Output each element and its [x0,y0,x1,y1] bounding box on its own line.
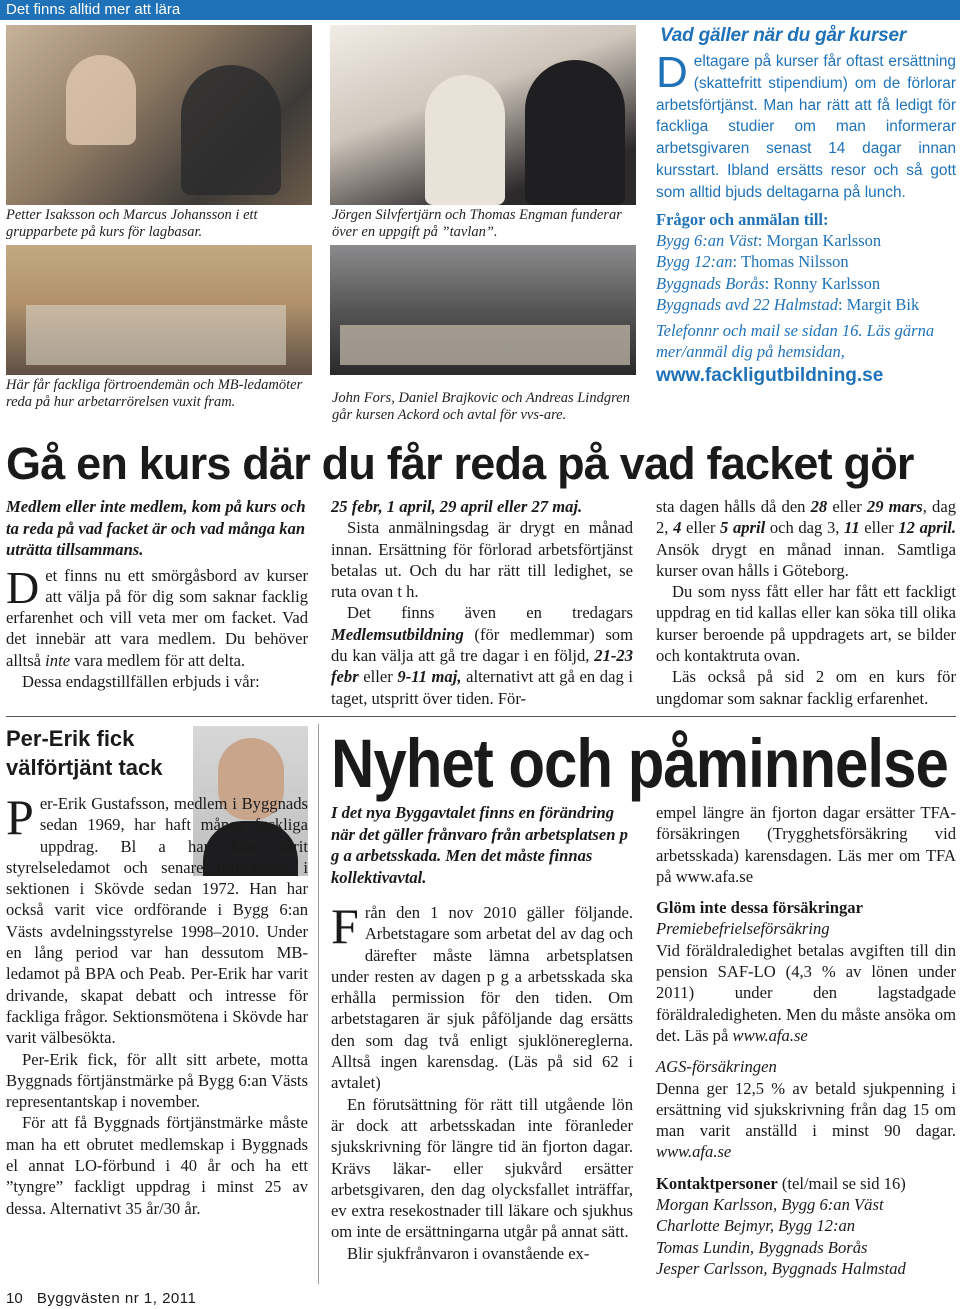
photo-caption: John Fors, Daniel Brajkovic och Andreas Lindgren går kursen Ackord och avtal för vvs-are. [332,390,630,423]
contact-line: Bygg 6:an Väst: Morgan Karlsson [656,230,882,250]
contact-line: Bygg 12:an: Thomas Nilsson [656,252,849,272]
main-headline: Gå en kurs där du får reda på vad facket gör [6,438,914,489]
nyhet-headline: Nyhet och påminnelse [331,724,948,802]
column-divider [318,724,319,1284]
website-link[interactable]: www.fackligutbildning.se [656,364,884,386]
nyhet-col-2 [656,802,956,1279]
photo-caption: Här får fackliga förtroendemän och MB-ledamöter reda på hur arbetarrörelsen vuxit fram. [6,377,303,410]
photo-board-discussion [330,25,636,205]
info-contacts-title: Frågor och anmälan till: [656,209,829,229]
article-col-1 [6,496,308,692]
page-number: 10 [6,1290,23,1307]
photo-classroom [6,245,312,375]
contact-line: Tomas Lundin, Byggnads Borås [656,1237,868,1257]
nyhet-col-1 [331,802,633,1264]
lead-paragraph: I det nya Byggavtalet finns en förändring när det gäller frånvaro från arbetsplatsen p g a arbetsskada. Men det måste finnas kollektivavtal. [331,803,628,887]
article-col-3 [656,496,956,709]
info-phone-note: Telefonnr och mail se sidan 16. Läs gärna mer/anmäl dig på hemsidan, [656,320,935,362]
footer [6,1290,196,1307]
section-divider [6,716,956,717]
body-text: empel längre än fjorton dagar ersätter TFA-försäkringen (Trygghetsförsäkring vid arbetsskada) karensdagen. Läs mer om TFA på www.afa.se Glöm inte dessa försäkringar Premiebefrielseförsäkring Vid föräldraledighet betalas avgiften till din pension SAF-LO (4,3 % av lönen under 2011) under den lagstadgade föräldraledigheten. Men du måste ansöka om det. Läs på www.afa.se AGS-försäkringen Denna ger 12,5 % av betald sjukpenning i ersättning vid sjukskrivning från dag 15 om man varit anställd i minst 90 dagar. www.afa.se Kontaktpersoner (tel/mail se sid 16) Morgan Karlsson, Bygg 6:an Väst Charlotte Bejmyr, Bygg 12:an Tomas Lundin, Byggnads Borås Jesper Carlsson, Byggnads Halmstad [656,803,956,1278]
body-text: sta dagen hålls då den 28 eller 29 mars, dag 2, 4 eller 5 april och dag 3, 11 eller 12 april. Ansök drygt en månad innan. Samtliga kurser ovan hålls i Göteborg. Du som nyss fått eller har fått ett fackligt uppdrag en tid kallas eller kan söka till olika kurser beroende på uppdragets art, se bilder och kontaktruta ovan. Läs också på sid 2 om en kurs för ungdomar som saknar facklig erfarenhet. [656,497,956,708]
photo-course-participants [330,245,636,375]
photo-caption: Petter Isaksson och Marcus Johansson i ett grupparbete på kurs för lagbasar. [6,207,258,240]
photo-group-work [6,25,312,205]
photo-caption: Jörgen Silvfertjärn och Thomas Engman funderar över en uppgift på ”tavlan”. [332,207,622,240]
section-title: Det finns alltid mer att lära [6,1,181,18]
body-text: 25 febr, 1 april, 29 april eller 27 maj. Sista anmälningsdag är drygt en månad innan. Ersättning för förlorad arbetsförtjänst betalas ut. Och du har rätt till ledighet, se ruta ovan t h. Det finns även en tredagars Medlemsutbildning (för medlemmar) som du kan välja att gå tre dagar i en följd, 21-23 febr eller 9-11 maj, alternativt att gå en dag i taget, utspritt över tiden. För- [331,497,633,708]
section-header-bar [0,0,960,20]
dropcap: P [6,789,34,845]
lead-paragraph: Medlem eller inte medlem, kom på kurs och ta reda på vad facket är och vad många kan uträtta tillsammans. [6,497,306,559]
dropcap: D [6,561,40,613]
body-text: Från den 1 nov 2010 gäller följande. Arbetstagare som arbetat del av dag och därefter måste lämna arbetsplatsen under resten av dagen p g a arbetsskada ska erhålla permission för den tiden. Om arbetstagaren är sjuk påföljande dag ersätts den som dag två enligt sjuklönereglerna. Alltså ingen karensdag. (Läs på sid 62 i avtalet) En förutsättning för rätt till utgående lön är dock att arbetsskadan inte föranleder sjukskrivning för längre tid än fjorton dagar. Krävs läkar- eller sjukvård ersätter arbetsgivaren, den dag olycksfallet inträffar, ev extra resekostnader till läkare och sjukhus om inte de ersättningarna utgår på annat sätt. Blir sjukfrånvaron i ovanstående ex- [331,898,633,1263]
contact-line: Byggnads avd 22 Halmstad: Margit Bik [656,295,920,315]
per-erik-body: Per-Erik Gustafsson, medlem i Byggnads sedan 1969, har haft många fackliga uppdrag. Bl a har han varit styrelseledamot och senare ordförande i sektionen i Skövde sedan 1972. Han har också varit vice ordförande i Bygg 6:an Västs avdelningsstyrelse 1998–2010. Under en lång period var han dessutom MB-ledamot på BPA och Peab. Per-Erik har varit drivande, skapat debatt och intresse för fackliga frågor. Sektionsmötena i Skövde har varit välbesökta. Per-Erik fick, för allt sitt arbete, motta Byggnads förtjänstmärke på Bygg 6:an Västs representantskap i november. För att få Byggnads förtjänstmärke måste man ha ett obrutet medlemskap i Byggnads el annat LO-förbund i 40 år och ha ett ”tyngre” fackligt uppdrag i minst 25 av dessa. Alternativt 35 år/30 år. [6,789,308,1218]
info-contacts-list [656,230,956,316]
contact-line: Morgan Karlsson, Bygg 6:an Väst [656,1195,884,1215]
per-erik-headline: Per-Erik fick välförtjänt tack [6,726,163,780]
info-box-title: Vad gäller när du går kurser [660,25,907,46]
dropcap: D [656,48,688,97]
body-text: Det finns nu ett smörgåsbord av kurser att välja på för dig som saknar facklig erfarenhet och vill veta mer om facket. Vad det innebär att vara medlem. Du behöver alltså inte vara medlem för att delta. Dessa endagstillfällen erbjuds i vår: [6,561,308,691]
contact-line: Charlotte Bejmyr, Bygg 12:an [656,1216,856,1236]
contact-line: Byggnads Borås: Ronny Karlsson [656,273,881,293]
info-box-courses [656,25,956,387]
contact-line: Jesper Carlsson, Byggnads Halmstad [656,1258,906,1278]
info-box-body: Deltagare på kurser får oftast ersättning (skattefritt stipendium) om de förlorar arbetsförtjänst. Man har rätt att få ledigt för fackliga studier om man informerar arbetsgivaren senast 14 dagar innan kursstart. Ibland ersätts resor och så gott som alltid bjuds deltagarna på lunch. [656,48,956,201]
publication-name: Byggvästen nr 1, 2011 [36,1290,197,1307]
article-col-2 [331,496,633,709]
dropcap: F [331,898,359,954]
